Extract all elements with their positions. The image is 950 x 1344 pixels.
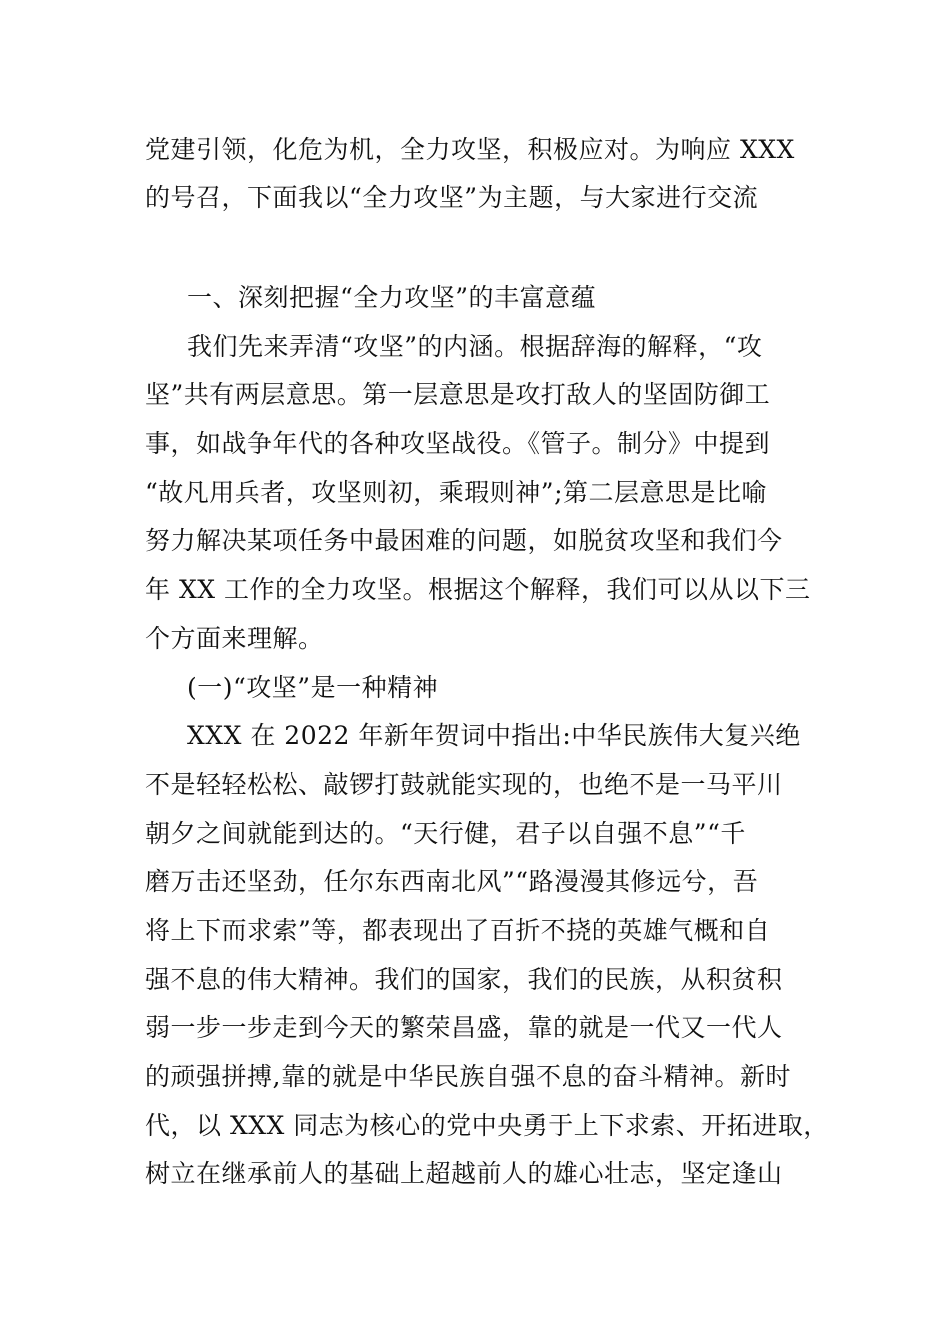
- text-line: 将上下而求索”等，都表现出了百折不挠的英雄气概和自: [145, 915, 771, 945]
- text-line: 朝夕之间就能到达的。“天行健，君子以自强不息”“千: [145, 818, 746, 848]
- text-line: 弱一步一步走到今天的繁荣昌盛，靠的就是一代又一代人: [145, 1013, 783, 1043]
- text-line: 代，以 XXX 同志为核心的党中央勇于上下求索、开拓进取，: [145, 1110, 829, 1140]
- text-line: 树立在继承前人的基础上超越前人的雄心壮志，坚定逢山: [145, 1159, 783, 1189]
- text-line: 强不息的伟大精神。我们的国家，我们的民族，从积贫积: [145, 964, 783, 994]
- intro-paragraph: [145, 126, 815, 222]
- text-line: 年 XX 工作的全力攻坚。根据这个解释，我们可以从以下三: [145, 575, 811, 605]
- text-line: 坚”共有两层意思。第一层意思是攻打敌人的坚固防御工: [145, 380, 771, 410]
- text-line: 的顽强拼搏,靠的就是中华民族自强不息的奋斗精神。新时: [145, 1062, 791, 1091]
- text-line: 事，如战争年代的各种攻坚战役。《管子。制分》中提到: [145, 429, 771, 459]
- text-line: XXX 在 2022 年新年贺词中指出:中华民族伟大复兴绝: [187, 721, 801, 751]
- text-line: 磨万击还坚劲，任尔东西南北风”“路漫漫其修远兮，吾: [145, 867, 759, 897]
- text-line: 努力解决某项任务中最困难的问题，如脱贫攻坚和我们今: [145, 526, 783, 556]
- text-line: 个方面来理解。: [145, 623, 324, 653]
- section-heading: 一、深刻把握“全力攻坚”的丰富意蕴: [187, 283, 597, 312]
- text-line: “故凡用兵者，攻坚则初，乘瑕则神”;第二层意思是比喻: [145, 477, 767, 507]
- text-line: 不是轻轻松松、敲锣打鼓就能实现的，也绝不是一马平川: [145, 769, 783, 799]
- text-line: 我们先来弄清“攻坚”的内涵。根据辞海的解释，“攻: [187, 331, 763, 361]
- text-line: 党建引领，化危为机，全力攻坚，积极应对。为响应 XXX: [145, 135, 795, 164]
- section-1: [145, 274, 829, 1199]
- text-line: 的号召，下面我以“全力攻坚”为主题，与大家进行交流: [145, 183, 759, 212]
- subsection-heading: (一)“攻坚”是一种精神: [187, 672, 439, 702]
